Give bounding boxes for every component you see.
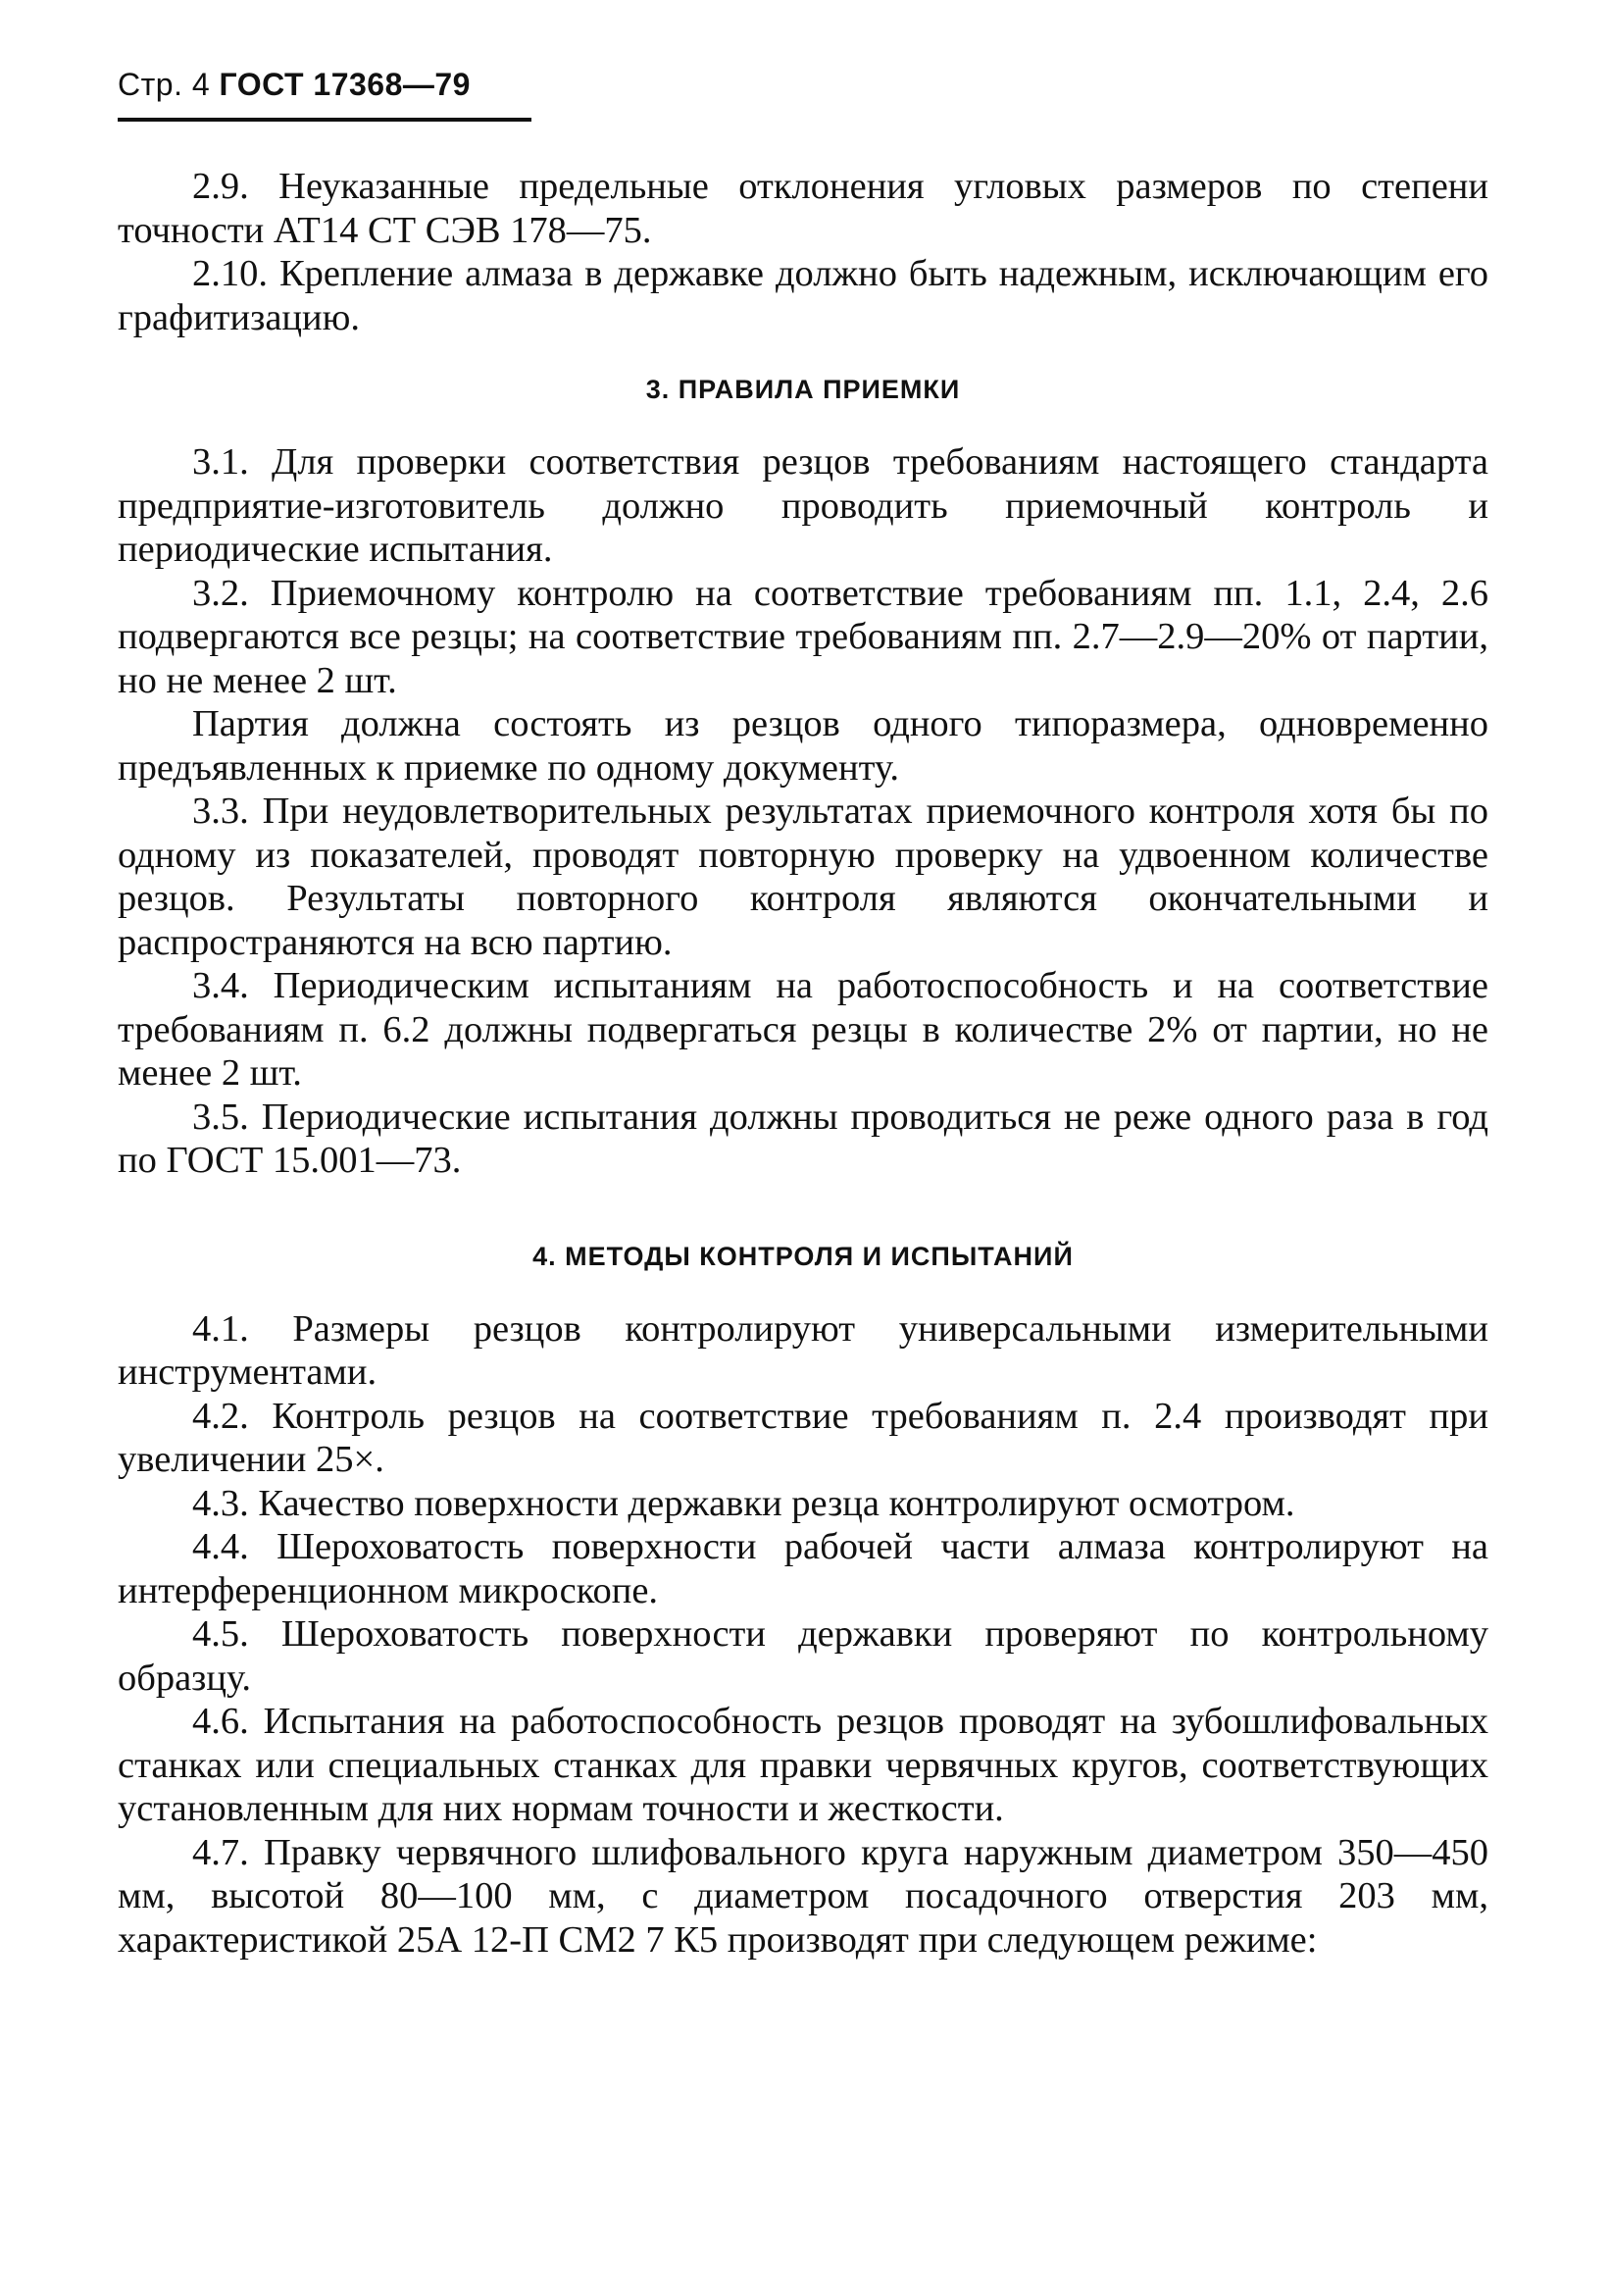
page-header bbox=[118, 67, 471, 103]
paragraph-2-9: 2.9. Неуказанные предельные отклонения угловых размеров по степени точности АТ14 СТ СЭВ 178—75. bbox=[118, 166, 1488, 251]
paragraph-4-3: 4.3. Качество поверхности державки резца контролируют осмотром. bbox=[192, 1482, 1295, 1524]
paragraph-4-5: 4.5. Шероховатость поверхности державки проверяют по контрольному образцу. bbox=[118, 1613, 1488, 1699]
paragraph-4-4: 4.4. Шероховатость поверхности рабочей части алмаза контролируют на интерференционном микроскопе. bbox=[118, 1526, 1488, 1611]
page-number: Стр. 4 bbox=[118, 67, 211, 102]
paragraph-3-2-continued: Партия должна состоять из резцов одного типоразмера, одновременно предъявленных к приемке по одному документу. bbox=[118, 703, 1488, 789]
paragraph-4-7: 4.7. Правку червячного шлифовального круга наружным диаметром 350—450 мм, высотой 80—100 мм, с диаметром посадочного отверстия 203 мм, характеристикой 25А 12-П СМ2 7 К5 производят при следующем режиме: bbox=[118, 1831, 1488, 1961]
paragraph-4-1: 4.1. Размеры резцов контролируют универсальными измерительными инструментами. bbox=[118, 1307, 1488, 1393]
paragraph-3-2: 3.2. Приемочному контролю на соответствие требованиям пп. 1.1, 2.4, 2.6 подвергаются все резцы; на соответствие требованиям пп. 2.7—2.9—20% от партии, но не менее 2 шт. bbox=[118, 572, 1488, 701]
paragraph-3-3: 3.3. При неудовлетворительных результатах приемочного контроля хотя бы по одному из показателей, проводят повторную проверку на удвоенном количестве резцов. Результаты повторного контроля являются окончательными и распространяются на всю партию. bbox=[118, 791, 1488, 963]
header-rule bbox=[118, 118, 531, 122]
paragraph-2-10: 2.10. Крепление алмаза в державке должно быть надежным, исключающим его графитизацию. bbox=[118, 253, 1488, 338]
paragraph-4-2: 4.2. Контроль резцов на соответствие требованиям п. 2.4 производят при увеличении 25×. bbox=[118, 1395, 1488, 1480]
paragraph-3-1: 3.1. Для проверки соответствия резцов требованиям настоящего стандарта предприятие-изготовитель должно проводить приемочный контроль и периодические испытания. bbox=[118, 441, 1488, 570]
document-body bbox=[118, 165, 1488, 1962]
standard-number: ГОСТ 17368—79 bbox=[219, 67, 471, 102]
paragraph-3-4: 3.4. Периодическим испытаниям на работоспособность и на соответствие требованиям п. 6.2 должны подвергаться резцы в количестве 2% от партии, но не менее 2 шт. bbox=[118, 965, 1488, 1094]
section-3-title: 3. ПРАВИЛА ПРИЕМКИ bbox=[645, 375, 961, 404]
paragraph-4-6: 4.6. Испытания на работоспособность резцов проводят на зубошлифовальных станках или специальных станках для правки червячных кругов, соответствующих установленным для них нормам точности и жесткости. bbox=[118, 1701, 1488, 1829]
paragraph-3-5: 3.5. Периодические испытания должны проводиться не реже одного раза в год по ГОСТ 15.001—73. bbox=[118, 1096, 1488, 1181]
section-4-title: 4. МЕТОДЫ КОНТРОЛЯ И ИСПЫТАНИЙ bbox=[532, 1241, 1074, 1271]
